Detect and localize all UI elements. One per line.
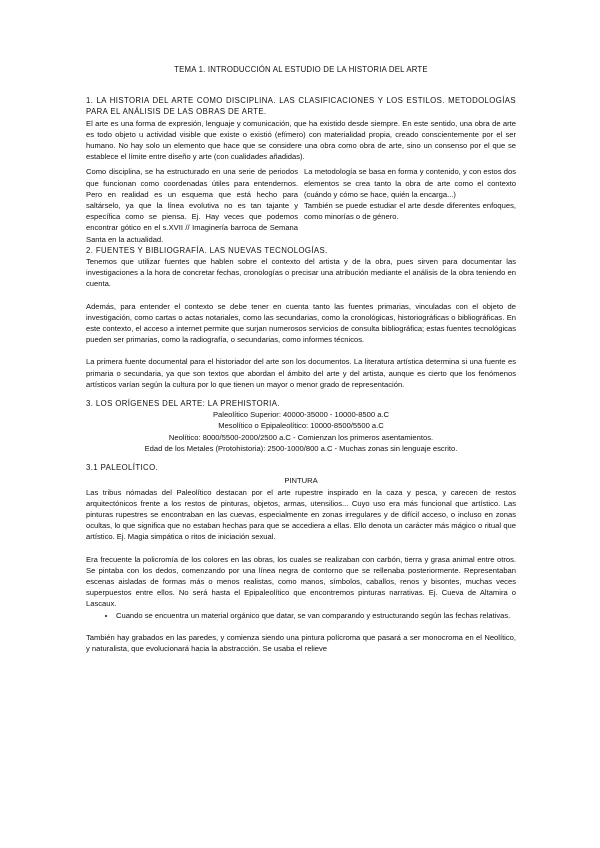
- period-line-3: Neolítico: 8000/5500-2000/2500 a.C - Comienzan los primeros asentamientos.: [168, 432, 434, 442]
- document-page: [86, 64, 516, 654]
- section-3-heading: 3. LOS ORÍGENES DEL ARTE: LA PREHISTORIA.: [86, 399, 280, 409]
- section-1-heading: 1. LA HISTORIA DEL ARTE COMO DISCIPLINA. LAS CLASIFICACIONES Y LOS ESTILOS. METODOLOGÍAS PARA EL ANÁLISIS DE LAS OBRAS DE ARTE.: [86, 96, 516, 117]
- pintura-subheading: PINTURA: [284, 476, 318, 486]
- section-2-paragraph-3: La primera fuente documental para el historiador del arte son los documentos. La literatura artística determina si una fuente es primaria o secundaria, ya que son textos que abordan el ámbito del arte y del artista, aunque es cierto que los fenómenos artísticos varían según la cultura por lo que tienen un mayor o menor grado de representación.: [86, 357, 516, 389]
- period-line-2: Mesolítico o Epipaleolítico: 10000-8500/5500 a.C: [218, 421, 384, 431]
- list-item: • Cuando se encuentra un material orgánico que datar, se van comparando y estructurando según las fechas relativas.: [116, 610, 516, 621]
- section-2-heading: 2. FUENTES Y BIBLIOGRAFÍA. LAS NUEVAS TECNOLOGÍAS.: [86, 245, 328, 255]
- right-column: [304, 166, 516, 244]
- right-column-text-1: La metodología se basa en forma y contenido, y con estos dos elementos se crea tanto la obra de arte como el contexto (cuándo y cómo se hace, quién la encarga...): [304, 167, 516, 199]
- section-1-intro: El arte es una forma de expresión, lenguaje y comunicación, que ha existido desde siempre. En este sentido, una obra de arte es todo objeto u actividad visible que existe o existió (efímero) con materialidad propia, creado conscientemente por el ser humano. No hay solo un elemento que hace que se considere una obra como obra de arte, sino un consenso por el que se establece el límite entre diseño y arte (con cualidades añadidas).: [86, 118, 516, 162]
- left-column: [86, 166, 298, 244]
- section-3-1-heading: 3.1 PALEOLÍTICO.: [86, 463, 159, 473]
- left-column-text: Como disciplina, se ha estructurado en una serie de periodos que funcionan como coordenadas útiles para entendernos. Pero en realidad es un esquema que está hecho para saltárselo, ya que la línea evolutiva no es tan tajante y específica como se piensa. Ej. Hay veces que podemos encontrar gótico en el s.XVII // Imaginería barroca de Semana Santa en la actualidad.: [86, 167, 298, 244]
- section-2-paragraph-1: Tenemos que utilizar fuentes que hablen sobre el contexto del artista y de la obra, pues sirven para documentar las investigaciones a la hora de concretar fechas, cronologías o precisar una atribución mediante el análisis de la obra teniendo en cuenta.: [86, 257, 516, 289]
- section-3-1-paragraph-1: Las tribus nómadas del Paleolítico destacan por el arte rupestre inspirado en la caza y pesca, y carecen de restos arquitectónicos frente a los restos de pinturas, objetos, armas, utensilios... Cuyo uso era más funcional que artístico. Las pinturas rupestres se encontraban en las cuevas, especialmente en zonas irregulares y de difícil acceso, o incluso en zonas ocultas, lo que significa que no estaban hechas para que se accediera a ellas. Ello denota un carácter más mágico o ritual que artístico. Ej. Magia simpática o ritos de iniciación sexual.: [86, 487, 516, 542]
- period-line-1: Paleolítico Superior: 40000-35000 - 10000-8500 a.C: [212, 410, 390, 420]
- document-title: TEMA 1. INTRODUCCIÓN AL ESTUDIO DE LA HISTORIA DEL ARTE: [174, 65, 428, 74]
- period-line-4: Edad de los Metales (Protohistoria): 2500-1000/800 a.C - Muchas zonas sin lenguaje escrito.: [144, 443, 458, 453]
- section-2-paragraph-2: Además, para entender el contexto se debe tener en cuenta tanto las fuentes primarias, vinculadas con el objeto de investigación, como cartas o actas notariales, como las secundarias, como la cronológicas, historiográficas o bibliográficas. En este contexto, el acceso a internet permite que surjan numerosos servicios de consulta bibliográfica; estas fuentes tecnológicas pueden ser primarias, como la radiografía, o secundarias, como informes técnicos.: [86, 301, 516, 345]
- right-column-text-2: También se puede estudiar el arte desde diferentes enfoques, como minorías o de género.: [304, 201, 516, 222]
- section-3-1-paragraph-2: Era frecuente la policromía de los colores en las obras, los cuales se realizaban con carbón, tierra y grasa animal entre otros. Se pintaba con los dedos, comenzando por una línea negra de contorno que se rellenaba posteriormente. Representaban escenas aisladas de formas más o menos realistas, como manos, símbolos, caballos, renos y bisontes, muchas veces superpuestos entre ellos. No será hasta el Epipaleolítico que encontremos pinturas narrativas. Ej. Cueva de Altamira o Lascaux.: [86, 554, 516, 609]
- bullet-list: [86, 610, 516, 621]
- two-column-block: [86, 166, 516, 244]
- section-3-1-paragraph-3: También hay grabados en las paredes, y comienza siendo una pintura polícroma que pasará a ser monocroma en el Neolítico, y naturalista, que evolucionará hacia la abstracción. Se usaba el relieve: [86, 632, 516, 653]
